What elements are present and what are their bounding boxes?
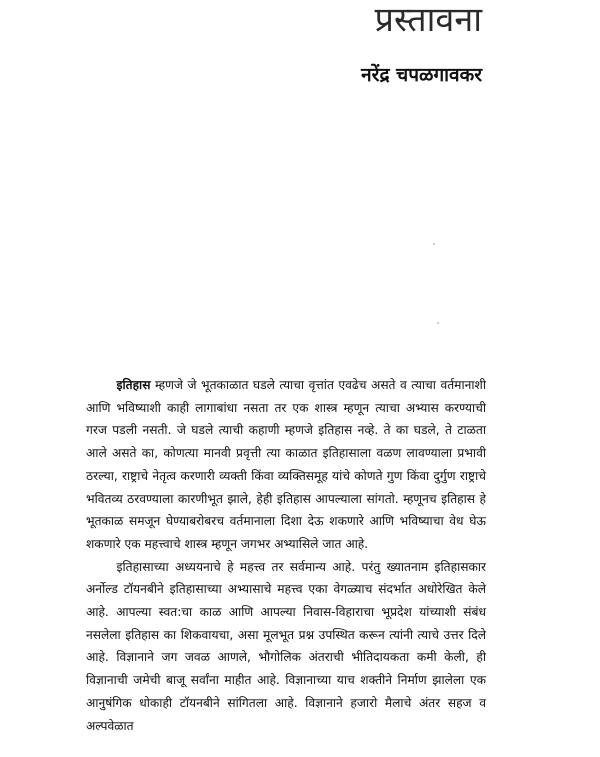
author-name: नरेंद्र चपळगावकर [361, 64, 482, 86]
scan-speck [433, 243, 435, 245]
paragraph [86, 556, 486, 738]
chapter-title: प्रस्तावना [374, 0, 482, 40]
paragraph-text: इतिहासाच्या अध्ययनाचे हे महत्त्व तर सर्वमान्य आहे. परंतु ख्यातनाम इतिहासकार अर्नोल्ड टॉयनबीने इतिहासाच्या अभ्यासाचे महत्त्व एका वेगळ्याच संदर्भात अधोरेखित केले आहे. आपल्या स्वत:चा काळ आणि आपल्या निवास-विहाराचा भूप्रदेश यांच्याशी संबंध नसलेला इतिहास का शिकवायचा, असा मूलभूत प्रश्न उपस्थित करून त्यांनी त्याचे उत्तर दिले आहे. विज्ञानाने जग जवळ आणले, भौगोलिक अंतराची भीतिदायकता कमी केली, ही विज्ञानाची जमेची बाजू सर्वांना माहीत आहे. विज्ञानाच्या याच शक्तीने निर्माण झालेला एक आनुषंगिक धोकाही टॉयनबीने सांगितला आहे. विज्ञानाने हजारो मैलाचे अंतर सहज व अल्पवेळात [86, 559, 486, 733]
paragraph [86, 374, 486, 556]
paragraph-text: म्हणजे जे भूतकाळात घडले त्याचा वृत्तांत एवढेच असते व त्याचा वर्तमानाशी आणि भविष्याशी काही लागाबांधा नसता तर एक शास्त्र म्हणून त्याचा अभ्यास करण्याची गरज पडली नसती. जे घडले त्याची कहाणी म्हणजे इतिहास नव्हे. ते का घडले, ते टाळता आले असते का, कोणत्या मानवी प्रवृत्ती त्या काळात इतिहासाला वळण लावण्याला प्रभावी ठरल्या, राष्ट्राचे नेतृत्व करणारी व्यक्ती किंवा व्यक्तिसमूह यांचे कोणते गुण किंवा दुर्गुण राष्ट्राचे भवितव्य ठरवण्याला कारणीभूत झाले, हेही इतिहास आपल्याला सांगतो. म्हणूनच इतिहास हे भूतकाळ समजून घेण्याबरोबरच वर्तमानाला दिशा देऊ शकणारे आणि भविष्याचा वेध घेऊ शकणारे एक महत्त्वाचे शास्त्र म्हणून जगभर अभ्यासिले जात आहे. [86, 378, 486, 551]
scan-speck [437, 322, 439, 324]
paragraph-lead-word: इतिहास [116, 378, 151, 392]
body-text [86, 374, 486, 737]
